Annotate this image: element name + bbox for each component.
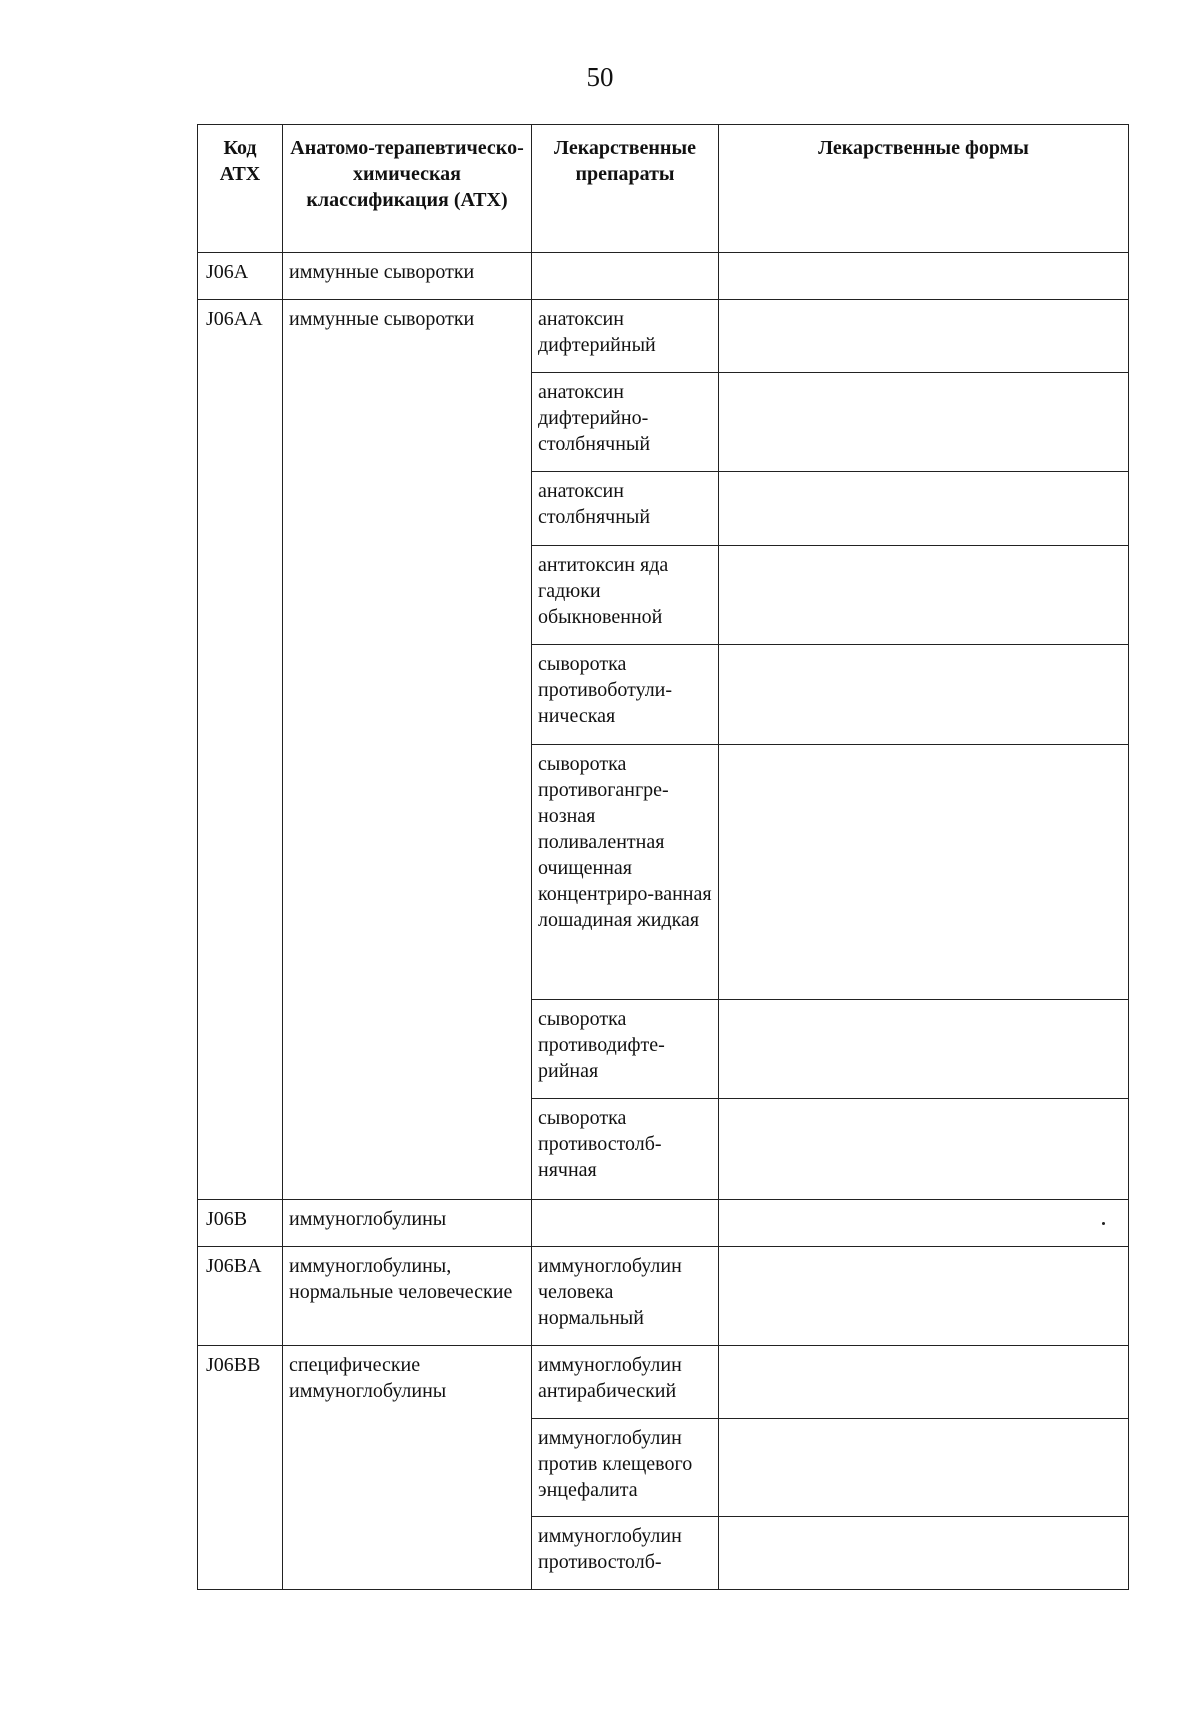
stray-dot-mark [1102,1222,1105,1225]
page-number: 50 [586,62,614,92]
table-row [198,300,1129,373]
atx-classification: иммуноглобулины, нормальные человеческие [283,1247,532,1346]
table-row [198,1247,1129,1346]
forms-cell [719,1099,1129,1200]
forms-cell [719,546,1129,645]
preparation-cell: иммуноглобулин антирабический [532,1346,719,1419]
forms-cell [719,1346,1129,1419]
preparation-cell: анатоксин дифтерийно-столбнячный [532,373,719,472]
forms-cell [719,745,1129,1000]
table-row [198,1200,1129,1247]
atx-code: J06A [198,253,283,300]
atx-code: J06BA [198,1247,283,1346]
preparation-cell [532,1200,719,1247]
forms-cell [719,1419,1129,1517]
header-forms: Лекарственные формы [719,125,1129,253]
atx-classification: иммунные сыворотки [283,300,532,1200]
forms-cell [719,1247,1129,1346]
forms-cell [719,1200,1129,1247]
header-preparations: Лекарственные препараты [532,125,719,253]
preparation-cell: сыворотка противогангре-нозная поливалентная очищенная концентриро-ванная лошадиная жидкая [532,745,719,1000]
atx-classification: иммунные сыворотки [283,253,532,300]
forms-cell [719,373,1129,472]
forms-cell [719,1000,1129,1099]
preparation-cell: сыворотка противоботули-ническая [532,645,719,745]
atx-code: J06B [198,1200,283,1247]
header-code: Код АТХ [198,125,283,253]
atx-code: J06BB [198,1346,283,1590]
preparation-cell: иммуноглобулин против клещевого энцефалита [532,1419,719,1517]
forms-cell [719,300,1129,373]
preparation-cell: иммуноглобулин противостолб- [532,1517,719,1590]
atx-code: J06AA [198,300,283,1200]
atx-table [197,124,1129,1590]
forms-cell [719,645,1129,745]
table-row [198,253,1129,300]
atx-classification: специфические иммуноглобулины [283,1346,532,1590]
preparation-cell: анатоксин дифтерийный [532,300,719,373]
preparation-cell: иммуноглобулин человека нормальный [532,1247,719,1346]
atx-classification: иммуноглобулины [283,1200,532,1247]
preparation-cell: сыворотка противодифте-рийная [532,1000,719,1099]
forms-cell [719,472,1129,546]
preparation-cell: сыворотка противостолб-нячная [532,1099,719,1200]
table-row [198,1346,1129,1419]
preparation-cell [532,253,719,300]
header-classification: Анатомо-терапевтическо-химическая классификация (АТХ) [283,125,532,253]
forms-cell [719,253,1129,300]
preparation-cell: анатоксин столбнячный [532,472,719,546]
table-header-row [198,125,1129,253]
preparation-cell: антитоксин яда гадюки обыкновенной [532,546,719,645]
forms-cell [719,1517,1129,1590]
